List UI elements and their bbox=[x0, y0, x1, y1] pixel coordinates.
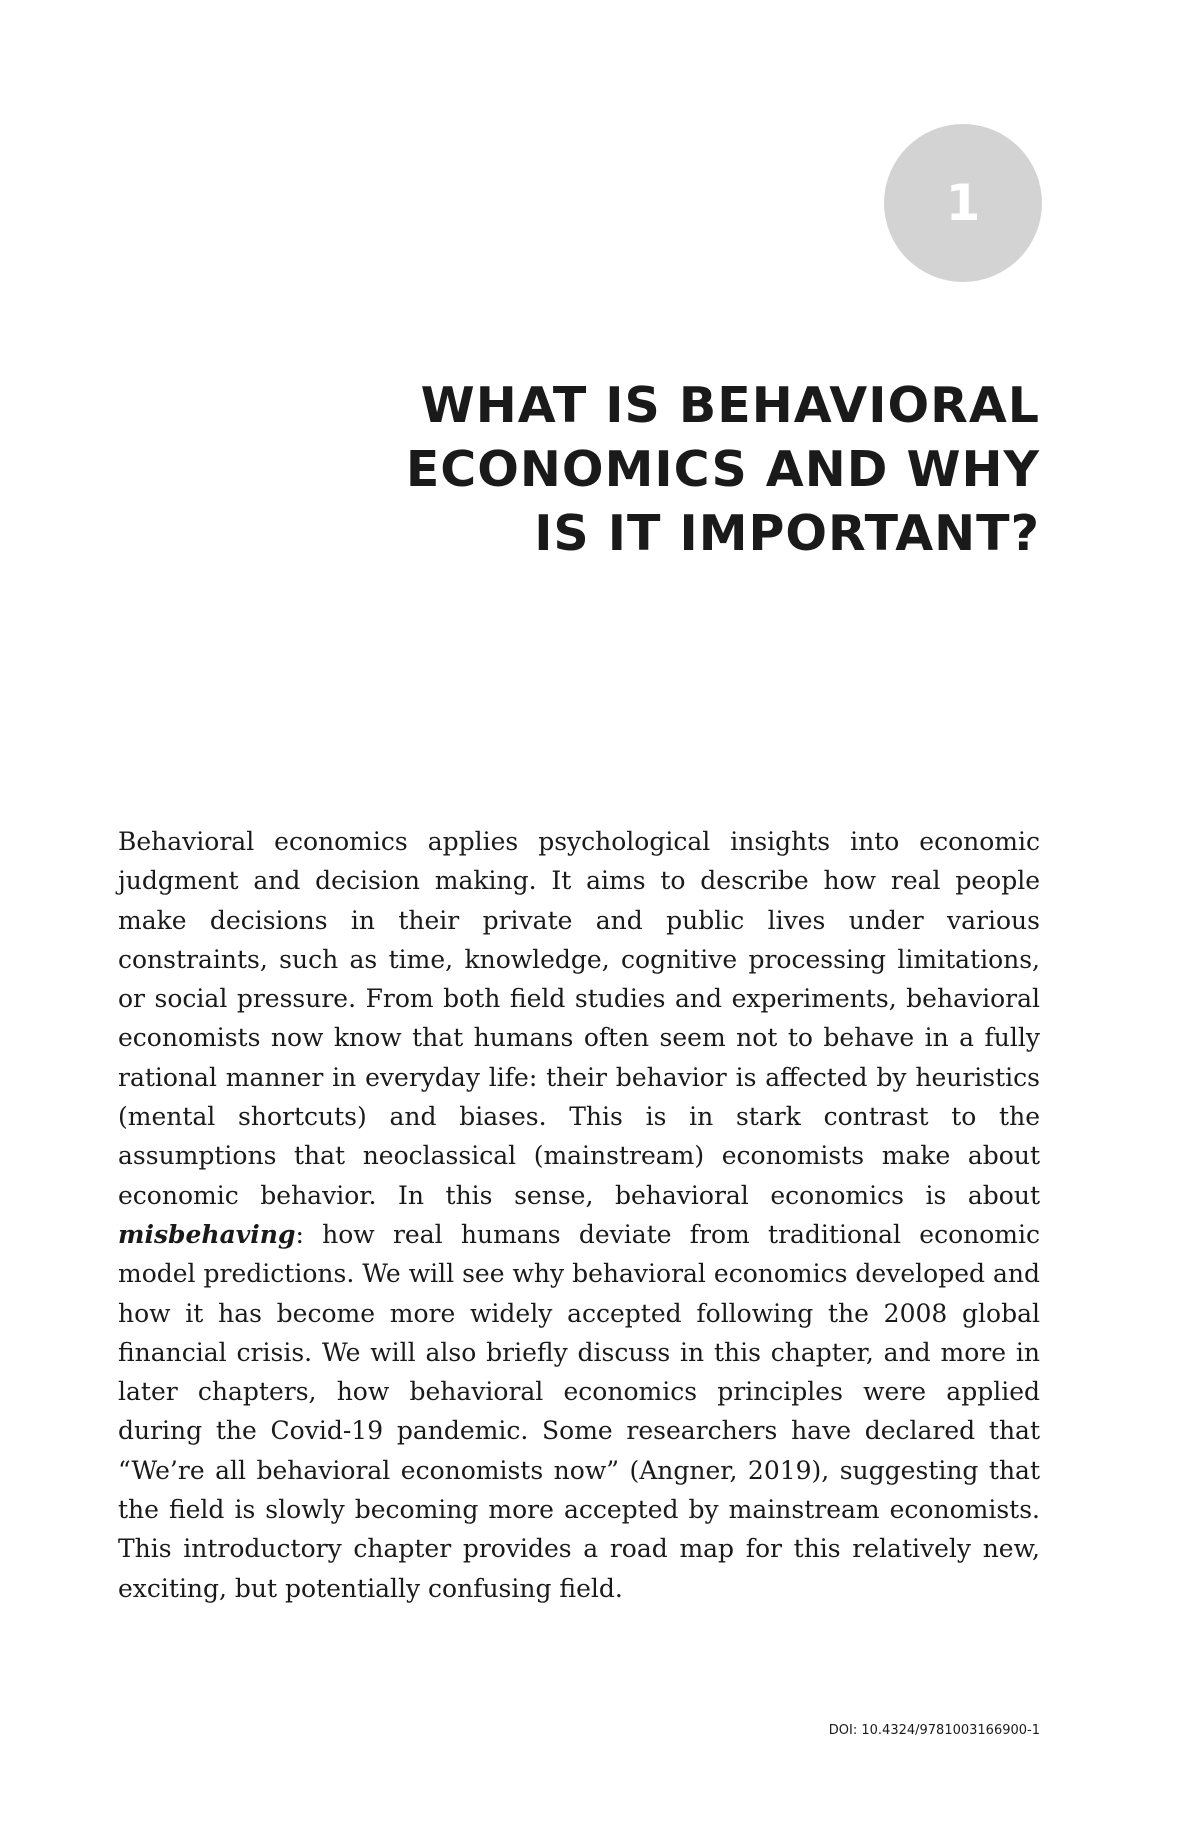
chapter-title bbox=[280, 374, 1040, 566]
chapter-number: 1 bbox=[945, 174, 981, 232]
emphasized-term: misbehaving bbox=[118, 1219, 296, 1249]
chapter-title-line-3: IS IT IMPORTANT? bbox=[534, 505, 1040, 562]
paragraph-text-part-1: Behavioral economics applies psychological insights into economic judgment and decision making. It aims to describe how real people make decisions in their private and public lives under various constraints, such as time, knowledge, cognitive processing limitations, or social pressure. From both field studies and experiments, behavioral economists now know that humans often seem not to behave in a fully rational manner in everyday life: their behavior is affected by heuristics (mental shortcuts) and biases. This is in stark contrast to the assumptions that neoclassical (mainstream) economists make about economic behavior. In this sense, behavioral economics is about bbox=[118, 827, 1040, 1210]
chapter-title-line-1: WHAT IS BEHAVIORAL bbox=[420, 377, 1040, 434]
chapter-number-badge bbox=[884, 124, 1042, 282]
paragraph-text-part-2: : how real humans deviate from traditional economic model predictions. We will see why behavioral economics developed and how it has become more widely accepted following the 2008 global financial crisis. We will also briefly discuss in this chapter, and more in later chapters, how behavioral economics principles were applied during the Covid-19 pandemic. Some researchers have declared that “We’re all behavioral economists now” (Angner, 2019), suggesting that the field is slowly becoming more accepted by mainstream economists. This introductory chapter provides a road map for this relatively new, exciting, but potentially confusing field. bbox=[118, 1219, 1040, 1603]
chapter-title-line-2: ECONOMICS AND WHY bbox=[405, 441, 1040, 498]
doi-footer: DOI: 10.4324/9781003166900-1 bbox=[828, 1723, 1040, 1738]
chapter-intro-paragraph bbox=[118, 822, 1040, 1608]
